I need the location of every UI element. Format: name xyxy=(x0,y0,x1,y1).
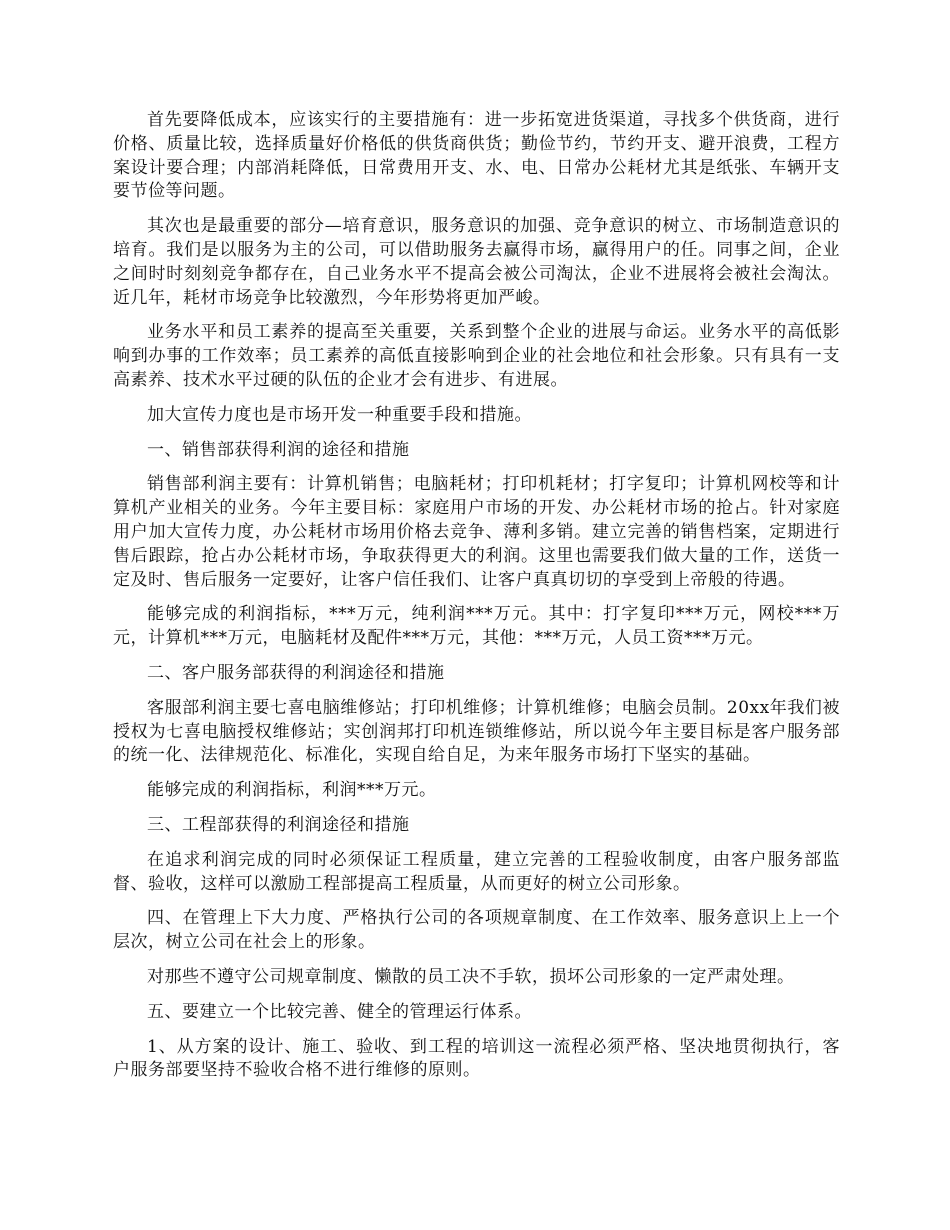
paragraph-discipline: 对那些不遵守公司规章制度、懒散的员工决不手软，损坏公司形象的一定严肃处理。 xyxy=(147,966,795,987)
paragraph-engineering-quality: 在追求利润完成的同时必须保证工程质量，建立完善的工程验收制度，由客户服务部监督、验收，这样可以激励工程部提高工程质量，从而更好的树立公司形象。 xyxy=(113,849,840,894)
heading-management: 四、在管理上下大力度、严格执行公司的各项规章制度、在工作效率、服务意识上上一个层次，树立公司在社会上的形象。 xyxy=(113,908,840,953)
heading-engineering: 三、工程部获得的利润途径和措施 xyxy=(147,814,410,835)
paragraph-sales-targets: 能够完成的利润指标，***万元，纯利润***万元。其中：打字复印***万元，网校***万元，计算机***万元，电脑耗材及配件***万元，其他：***万元，人员工资***万元。 xyxy=(113,604,840,649)
paragraph-staff-quality: 业务水平和员工素养的提高至关重要，关系到整个企业的进展与命运。业务水平的高低影响到办事的工作效率；员工素养的高低直接影响到企业的社会地位和社会形象。只有具有一支高素养、技术水平过硬的队伍的企业才会有进步、有进展。 xyxy=(113,322,840,390)
document-body xyxy=(113,109,840,1094)
heading-customer-service: 二、客户服务部获得的利润途径和措施 xyxy=(147,662,445,683)
heading-sales-department: 一、销售部获得利润的途径和措施 xyxy=(147,439,410,460)
paragraph-publicity: 加大宣传力度也是市场开发一种重要手段和措施。 xyxy=(147,404,532,425)
paragraph-sales-profit: 销售部利润主要有：计算机销售；电脑耗材；打印机耗材；打字复印；计算机网校等和计算机产业相关的业务。今年主要目标：家庭用户市场的开发、办公耗材市场的抢占。针对家庭用户加大宣传力度，办公耗材市场用价格去竞争、薄利多销。建立完善的销售档案，定期进行售后跟踪，抢占办公耗材市场，争取获得更大的利润。这里也需要我们做大量的工作，送货一定及时、售后服务一定要好，让客户信任我们、让客户真真切切的享受到上帝般的待遇。 xyxy=(113,474,840,590)
paragraph-customer-service-profit: 客服部利润主要七喜电脑维修站；打印机维修；计算机维修；电脑会员制。20xx年我们被授权为七喜电脑授权维修站；实创润邦打印机连锁维修站，所以说今年主要目标是客户服务部的统一化、法律规范化、标准化，实现自给自足，为来年服务市场打下坚实的基础。 xyxy=(113,697,840,766)
paragraph-process: 1、从方案的设计、施工、验收、到工程的培训这一流程必须严格、坚决地贯彻执行，客户服务部要坚持不验收合格不进行维修的原则。 xyxy=(113,1036,840,1081)
paragraph-awareness: 其次也是最重要的部分—培育意识，服务意识的加强、竞争意识的树立、市场制造意识的培育。我们是以服务为主的公司，可以借助服务去赢得市场，赢得用户的任。同事之间，企业之间时时刻刻竞争都存在，自己业务水平不提高会被公司淘汰，企业不进展将会被社会淘汰。近几年，耗材市场竞争比较激烈，今年形势将更加严峻。 xyxy=(113,216,840,308)
paragraph-customer-service-target: 能够完成的利润指标，利润***万元。 xyxy=(147,780,437,801)
heading-management-system: 五、要建立一个比较完善、健全的管理运行体系。 xyxy=(147,1001,532,1022)
paragraph-cost-reduction: 首先要降低成本，应该实行的主要措施有：进一步拓宽进货渠道，寻找多个供货商，进行价格、质量比较，选择质量好价格低的供货商供货；勤俭节约，节约开支、避开浪费，工程方案设计要合理；内部消耗降低，日常费用开支、水、电、日常办公耗材尤其是纸张、车辆开支要节俭等问题。 xyxy=(113,110,840,202)
